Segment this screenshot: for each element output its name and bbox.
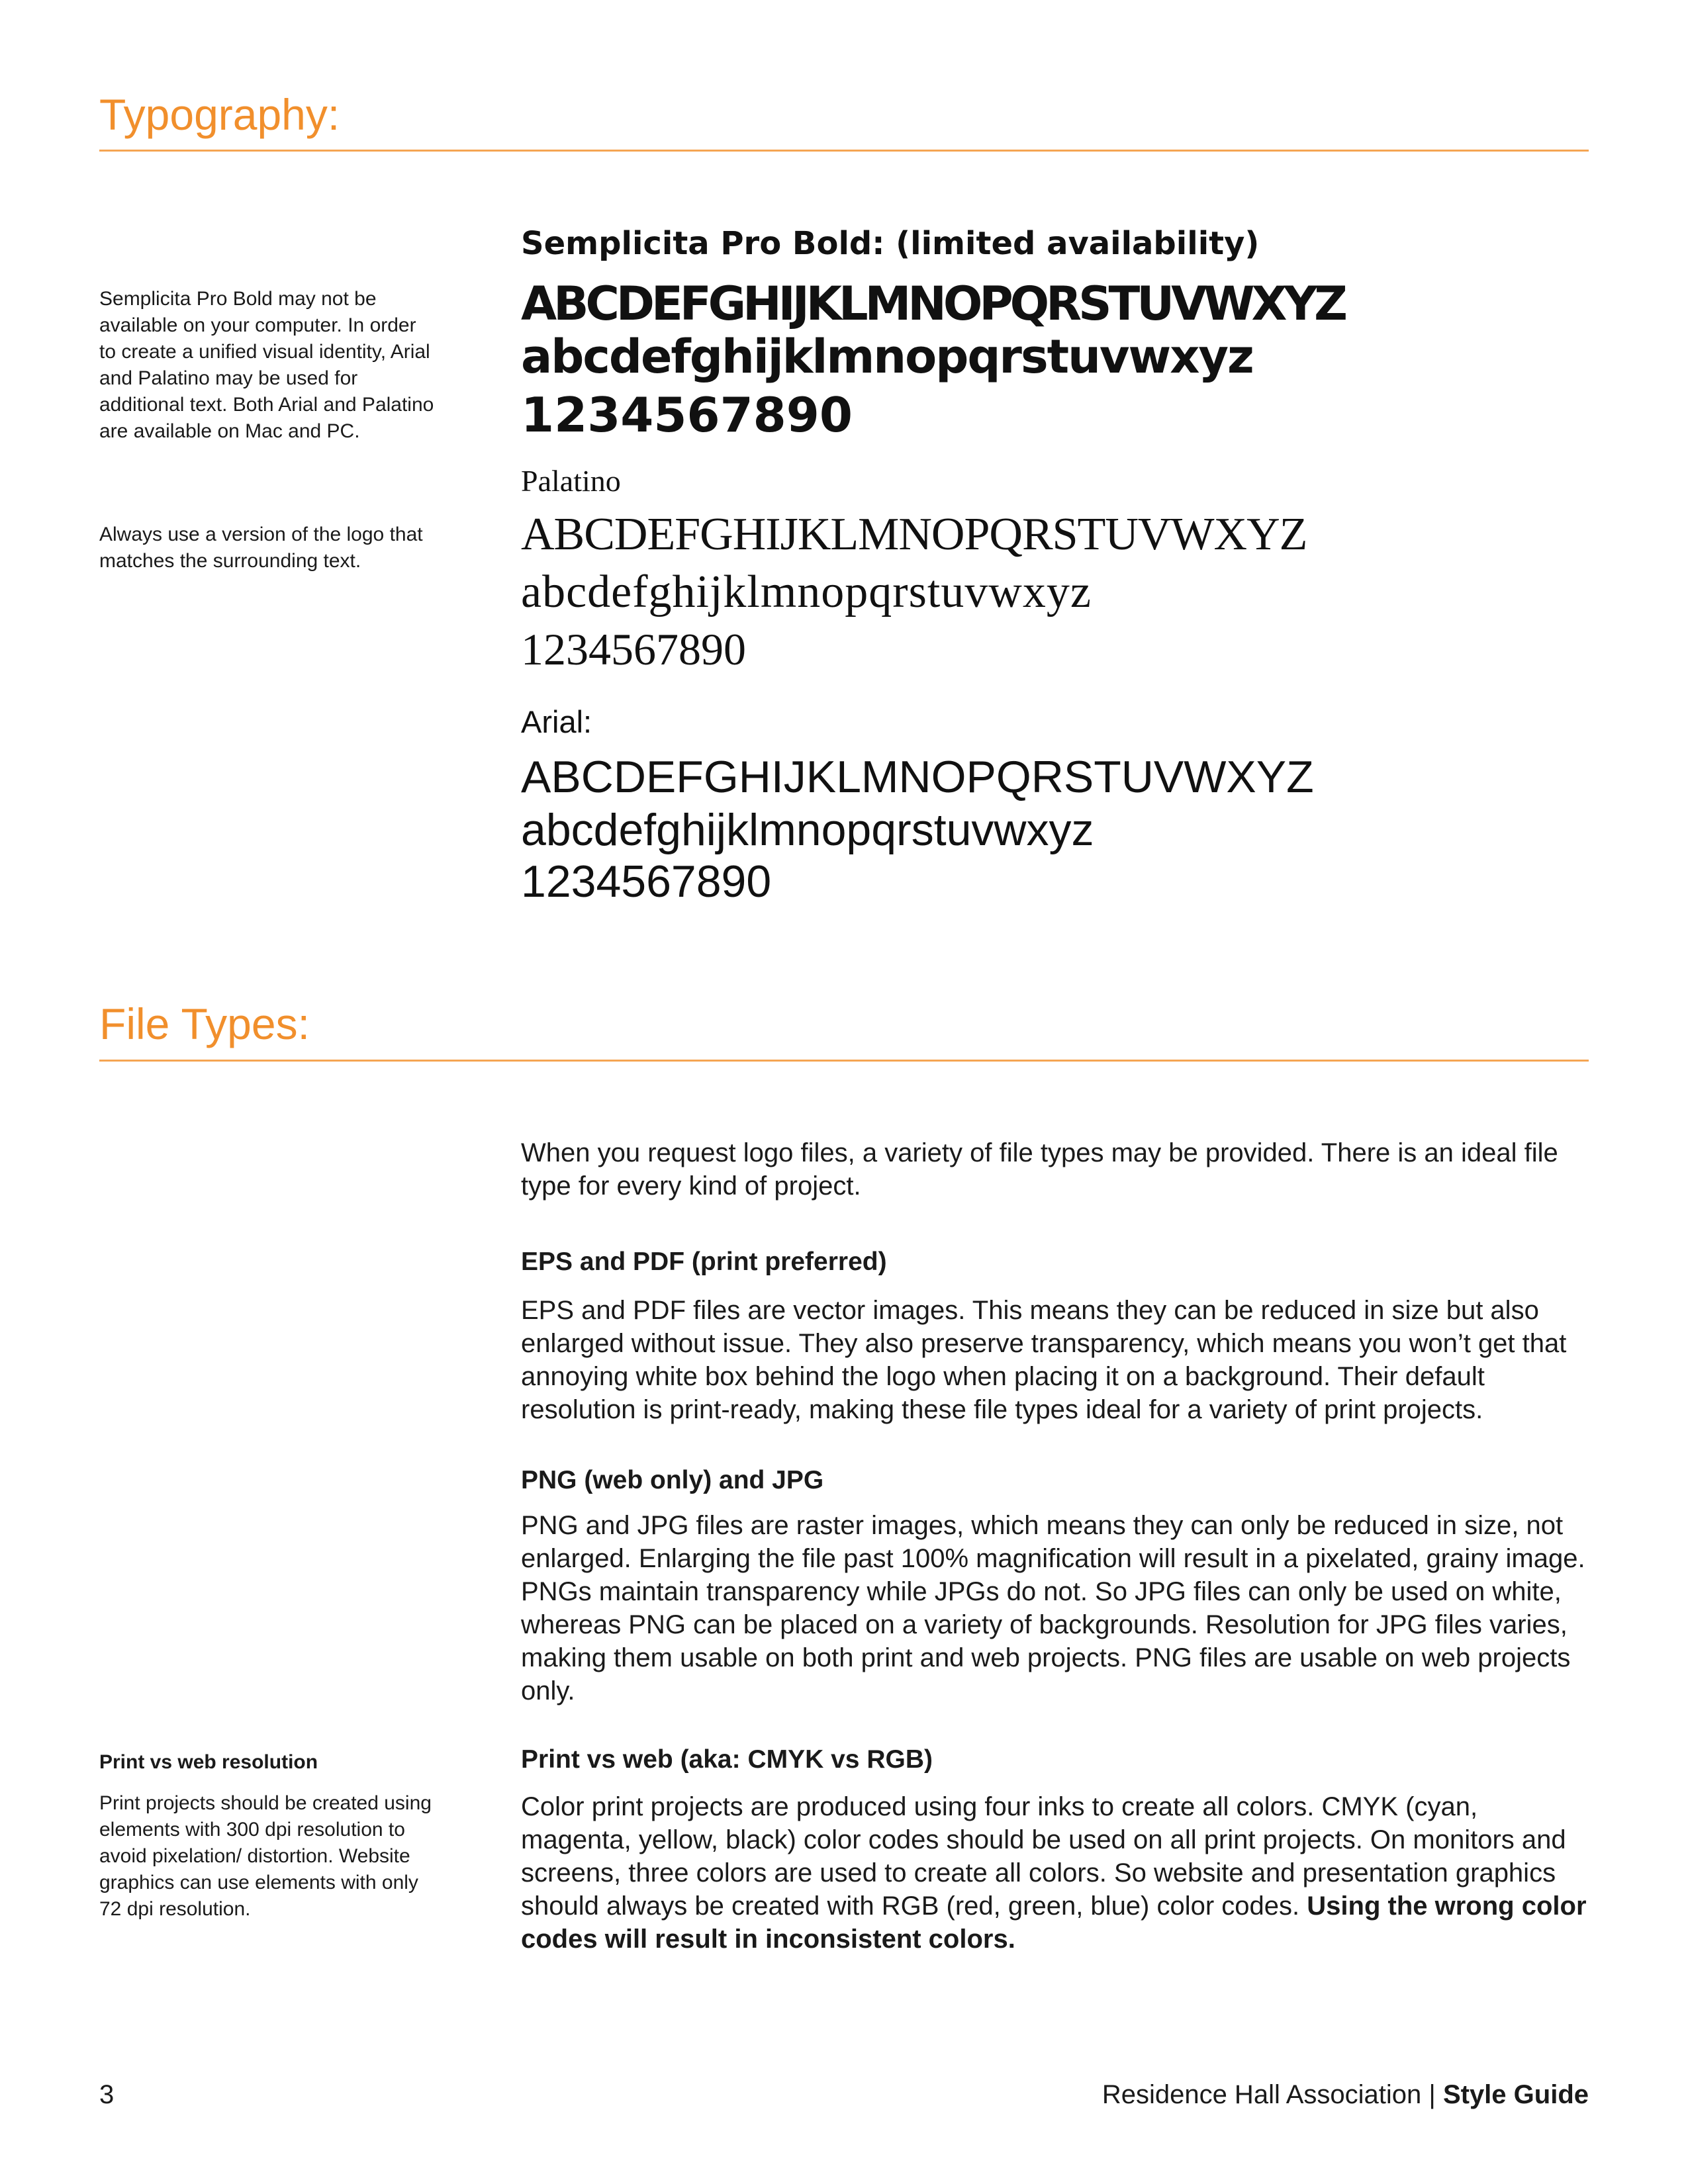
eps-pdf-body: EPS and PDF files are vector images. This means they can be reduced in size but also enlarged without issue. They also preserve transparency, which means you won’t get that annoying white box behind the logo when placing it on a background. Their default resolution is print-ready, making these file types ideal for a variety of print projects. <box>521 1296 1567 1424</box>
palatino-lowercase: abcdefghijklmnopqrstuvwxyz <box>521 567 1092 617</box>
footer-title <box>1102 2078 1589 2111</box>
typography-sidebar-logo-note: Always use a version of the logo that matches the surrounding text. <box>99 523 423 572</box>
font-label-palatino: Palatino <box>521 464 621 498</box>
palatino-digits: 1234567890 <box>521 624 746 674</box>
footer-org: Residence Hall Association <box>1102 2080 1422 2109</box>
file-types-title: File Types: <box>99 999 310 1048</box>
typography-divider <box>99 150 1589 152</box>
print-vs-web-heading: Print vs web (aka: CMYK vs RGB) <box>521 1745 933 1774</box>
print-vs-web-body <box>521 1790 1593 1956</box>
file-types-intro: When you request logo files, a variety of file types may be provided. There is an ideal file type for every kind of project. <box>521 1138 1558 1201</box>
palatino-uppercase: ABCDEFGHIJKLMNOPQRSTUVWXYZ <box>521 509 1307 560</box>
resolution-sidebar-heading: Print vs web resolution <box>99 1751 318 1773</box>
font-label-arial: Arial: <box>521 704 592 739</box>
arial-uppercase: ABCDEFGHIJKLMNOPQRSTUVWXYZ <box>521 752 1314 802</box>
semplicita-lowercase: abcdefghijklmnopqrstuvwxyz <box>521 330 1253 384</box>
font-label-semplicita: Semplicita Pro Bold: (limited availability) <box>521 225 1260 262</box>
semplicita-digits: 1234567890 <box>521 387 853 443</box>
eps-pdf-heading: EPS and PDF (print preferred) <box>521 1248 887 1276</box>
typography-title: Typography: <box>99 90 340 139</box>
page-number: 3 <box>99 2080 115 2109</box>
arial-lowercase: abcdefghijklmnopqrstuvwxyz <box>521 805 1094 855</box>
arial-digits: 1234567890 <box>521 856 772 907</box>
typography-sidebar-note: Semplicita Pro Bold may not be available on your computer. In order to create a unified visual identity, Arial and Palatino may be used for additional text. Both Arial and Palatino are available on Mac and PC. <box>99 288 434 442</box>
png-jpg-heading: PNG (web only) and JPG <box>521 1466 824 1494</box>
semplicita-uppercase: ABCDEFGHIJKLMNOPQRSTUVWXYZ <box>521 277 1344 331</box>
file-types-divider <box>99 1060 1589 1062</box>
print-vs-web-warning: Using the wrong color codes will result in inconsistent colors. <box>521 1891 1587 1954</box>
print-vs-web-text: Color print projects are produced using four inks to create all colors. CMYK (cyan, magenta, yellow, black) color codes should be used on all print projects. On monitors and screens, three colors are used to create all colors. So website and presentation graphics should always be created with RGB (red, green, blue) color codes. <box>521 1792 1566 1921</box>
footer-separator: | <box>1429 2080 1436 2109</box>
png-jpg-body: PNG and JPG files are raster images, which means they can only be reduced in size, not enlarged. Enlarging the file past 100% magnification will result in a pixelated, grainy image. PNGs maintain transparency while JPGs do not. So JPG files can only be used on white, whereas PNG can be placed on a variety of backgrounds. Resolution for JPG files varies, making them usable on both print and web projects. PNG files are usable on web projects only. <box>521 1511 1585 1706</box>
footer-doc-title: Style Guide <box>1442 2080 1589 2109</box>
resolution-sidebar-body: Print projects should be created using elements with 300 dpi resolution to avoid pixelation/ distortion. Website graphics can use elements with only 72 dpi resolution. <box>99 1792 432 1920</box>
